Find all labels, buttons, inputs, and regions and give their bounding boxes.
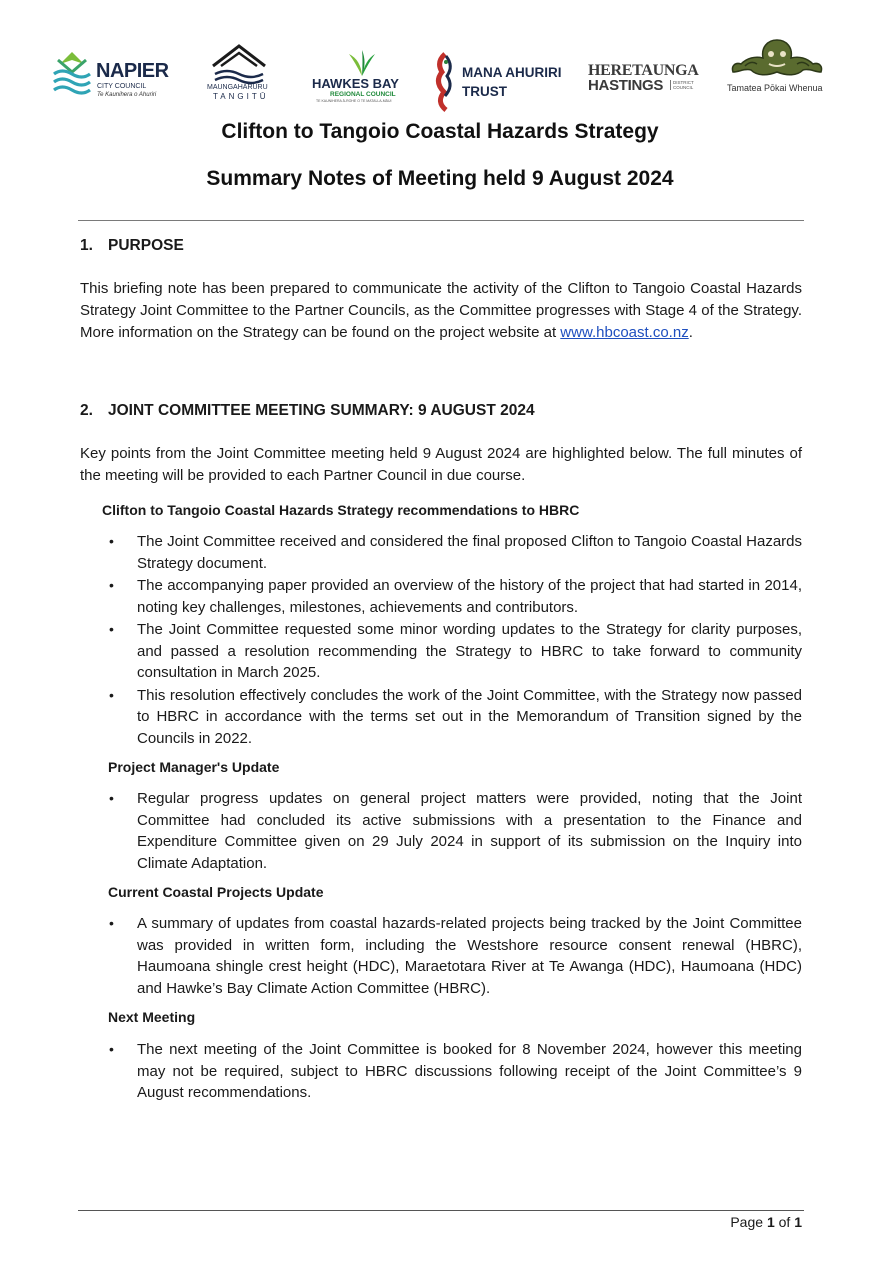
section-number: 1. xyxy=(80,237,93,254)
tamatea-name: Tamatea Pōkai Whenua xyxy=(727,83,823,93)
section-title: PURPOSE xyxy=(108,237,184,254)
strategy-recommendations-list xyxy=(108,531,802,750)
list-item xyxy=(108,575,802,618)
meeting-intro-paragraph: Key points from the Joint Committee meeting held 9 August 2024 are highlighted below. The full minutes of the meeting will be provided to each Partner Council in due course. xyxy=(80,445,802,484)
mana-line1: MANA AHURIRI xyxy=(462,65,562,80)
hastings-district-council-logo xyxy=(588,36,708,116)
purpose-text-end: . xyxy=(688,324,693,341)
page-number xyxy=(730,1214,802,1230)
of-word: of xyxy=(778,1214,791,1230)
page-word: Page xyxy=(730,1214,764,1230)
list-item xyxy=(108,531,802,574)
list-item xyxy=(108,685,802,750)
page-total: 1 xyxy=(794,1214,802,1230)
section-meeting-summary-heading xyxy=(80,402,535,420)
tamatea-carving-icon xyxy=(727,36,827,80)
document-title: Clifton to Tangoio Coastal Hazards Strategy xyxy=(221,120,659,143)
section-purpose-heading xyxy=(80,237,184,255)
list-item-text: A summary of updates from coastal hazards-related projects being tracked by the Joint Committee was provided in written form, including the Westshore resource consent renewal (HBRC), Haumoana shingle crest height (HDC), Maraetotara River at Te Awanga (HDC), Haumoana (HDC) and Hawke’s Bay Climate Action Committee (HBRC). xyxy=(137,915,802,997)
napier-name: NAPIER xyxy=(96,60,169,82)
section-title: JOINT COMMITTEE MEETING SUMMARY: 9 AUGUST 2024 xyxy=(108,402,535,419)
purpose-paragraph xyxy=(80,278,802,344)
footer-divider xyxy=(78,1210,804,1211)
list-item-text: The Joint Committee requested some minor wording updates to the Strategy for clarity purposes, and passed a resolution recommending the Strategy to HBRC to take forward to community consultation in March 2025. xyxy=(137,621,802,681)
hbrc-name: HAWKES BAY xyxy=(312,76,399,91)
next-meeting-heading: Next Meeting xyxy=(108,1009,196,1025)
maungaharuru-mountain-icon xyxy=(209,44,269,86)
project-manager-update-heading: Project Manager's Update xyxy=(108,759,280,775)
list-item xyxy=(108,1039,802,1104)
coastal-projects-update-heading: Current Coastal Projects Update xyxy=(108,884,324,900)
coastal-projects-update-list xyxy=(108,913,802,1000)
hawkes-bay-regional-council-logo xyxy=(312,36,412,116)
heretaunga-badge: DISTRICT COUNCIL xyxy=(670,80,705,90)
napier-tagline: Te Kaunihera o Ahuriri xyxy=(97,92,157,98)
napier-city-council-logo xyxy=(50,36,180,116)
list-item xyxy=(108,619,802,684)
bullet-glyph: • xyxy=(109,1041,114,1057)
list-item-text: Regular progress updates on general project matters were provided, noting that the Joint Committee had concluded its active submissions with a presentation to the Finance and Expenditure Committee given on 29 July 2024 in support of its submission on the Inquiry into Climate Adaptation. xyxy=(137,790,802,872)
napier-sub: CITY COUNCIL xyxy=(97,83,147,90)
purpose-text: This briefing note has been prepared to communicate the activity of the Clifton to Tangoio Coastal Hazards Strategy Joint Committee to the Partner Councils, as the Committee progresses with Stage 4 of the Strategy. More information on the Strategy can be found on the project website at xyxy=(80,280,802,341)
napier-wave-icon xyxy=(52,50,92,102)
bullet-glyph: • xyxy=(109,686,114,703)
bullet-glyph: • xyxy=(109,790,114,806)
mana-line2: TRUST xyxy=(462,84,507,99)
list-item-text: The next meeting of the Joint Committee is booked for 8 November 2024, however this meeting may not be required, subject to HBRC discussions following receipt of the Joint Committee’s 9 August recommendations. xyxy=(137,1041,802,1101)
title-divider xyxy=(78,220,804,221)
list-item-text: This resolution effectively concludes the work of the Joint Committee, with the Strategy now passed to HBRC in accordance with the terms set out in the Memorandum of Transition signed by the Councils in 2022. xyxy=(137,686,802,747)
list-item xyxy=(108,913,802,999)
project-website-link[interactable]: www.hbcoast.co.nz xyxy=(560,324,689,341)
list-item-text: The Joint Committee received and considered the final proposed Clifton to Tangoio Coastal Hazards Strategy document. xyxy=(137,533,802,572)
maungaharuru-name: MAUNGAHARURU xyxy=(207,84,268,91)
strategy-recommendations-heading: Clifton to Tangoio Coastal Hazards Strategy recommendations to HBRC xyxy=(102,502,580,518)
mana-ahuriri-figure-icon xyxy=(432,52,458,112)
section-number: 2. xyxy=(80,402,93,419)
bullet-glyph: • xyxy=(109,577,114,593)
mana-ahuriri-trust-logo xyxy=(432,36,562,116)
hbrc-sub: REGIONAL COUNCIL xyxy=(330,91,396,98)
partner-logos xyxy=(50,36,830,116)
page-current: 1 xyxy=(766,1214,775,1230)
bullet-glyph: • xyxy=(109,915,114,931)
project-manager-update-list xyxy=(108,788,802,875)
maungaharuru-sub: TANGITŪ xyxy=(213,92,269,101)
bullet-glyph: • xyxy=(109,533,114,549)
list-item xyxy=(108,788,802,874)
maungaharuru-tangitu-logo xyxy=(205,36,275,116)
bullet-glyph: • xyxy=(109,621,114,637)
heretaunga-line2: HASTINGS xyxy=(588,77,664,94)
hbrc-leaf-icon xyxy=(345,50,379,76)
document-subtitle: Summary Notes of Meeting held 9 August 2024 xyxy=(206,167,674,190)
list-item-text: The accompanying paper provided an overview of the history of the project that had started in 2014, noting key challenges, milestones, achievements and contributors. xyxy=(137,577,802,616)
next-meeting-list xyxy=(108,1039,802,1105)
tamatea-pokai-whenua-logo xyxy=(725,36,830,116)
heretaunga-line1: HERETAUNGA xyxy=(588,62,699,79)
hbrc-tagline: TE KAUNIHERA Ā-ROHE O TE MATAU-A-MĀUI xyxy=(316,99,392,103)
